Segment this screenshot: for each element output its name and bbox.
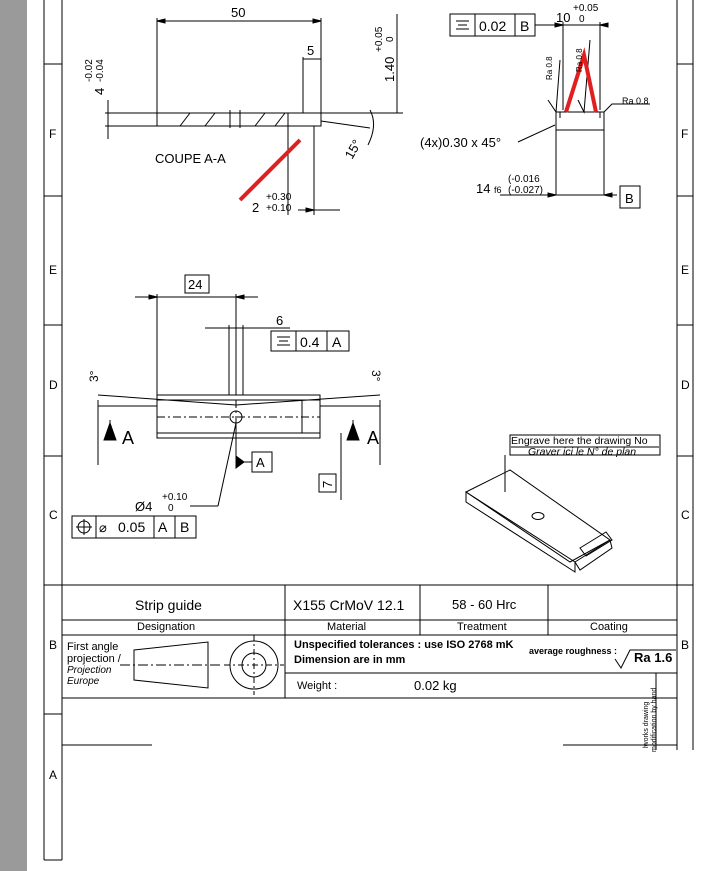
angle-3-left: 3° xyxy=(87,370,101,382)
section-a-right: A xyxy=(367,428,380,448)
zone-label-c-left: C xyxy=(49,508,58,522)
angle-15-label: 15° xyxy=(341,136,365,162)
dim-4-label: 4 xyxy=(92,87,107,95)
dim-2-tol-lower: +0.10 xyxy=(266,203,292,214)
treatment-value: 58 - 60 Hrc xyxy=(452,597,517,612)
symmetry-datum: A xyxy=(332,334,342,350)
drawing-canvas xyxy=(27,0,711,871)
ra-left-label: Ra 0.8 xyxy=(545,56,554,80)
ra-mid-label: Ra 0.8 xyxy=(575,48,584,72)
dimensions-unit-note: Dimension are in mm xyxy=(294,654,406,666)
dim-10-tol-upper: +0.05 xyxy=(573,3,599,14)
coating-label: Coating xyxy=(590,621,628,633)
dim-10-label: 10 xyxy=(556,10,571,25)
flatness-value: 0.02 xyxy=(479,18,507,34)
hole-dia-label: Ø4 xyxy=(135,499,153,514)
dim-50-label: 50 xyxy=(231,5,246,20)
material-label: Material xyxy=(327,621,367,633)
position-datum-2: B xyxy=(180,519,190,535)
dim-140-label: 1.40 xyxy=(382,56,397,82)
dim-7-label: 7 xyxy=(320,480,335,488)
plan-view xyxy=(72,275,380,538)
zone-label-e-right: E xyxy=(681,263,690,277)
chamfer-label: (4x)0.30 x 45° xyxy=(420,135,502,150)
engrave-line-1: Engrave here the drawing No xyxy=(511,435,648,447)
section-title: COUPE A-A xyxy=(155,151,226,166)
section-a-left: A xyxy=(122,428,135,448)
zone-label-b-left: B xyxy=(49,638,58,652)
roughness-value: Ra 1.6 xyxy=(634,650,673,665)
designation-value: Strip guide xyxy=(135,597,202,613)
side-note-1: lworks drawing xyxy=(643,701,650,748)
dim-14-fit: f6 xyxy=(494,185,502,195)
weight-value: 0.02 kg xyxy=(414,678,457,693)
projection-line-1: First angle xyxy=(67,641,119,653)
designation-label: Designation xyxy=(137,621,196,633)
dim-14-label: 14 xyxy=(476,181,491,196)
dim-24-label: 24 xyxy=(188,277,203,292)
side-view xyxy=(450,14,650,208)
treatment-label: Treatment xyxy=(457,621,507,633)
zone-label-d-right: D xyxy=(681,378,690,392)
side-note-2: modification by hand xyxy=(651,687,658,752)
position-value: 0.05 xyxy=(118,519,146,535)
zone-label-e-left: E xyxy=(49,263,58,277)
zone-label-f-right: F xyxy=(681,127,689,141)
projection-line-2: projection / xyxy=(67,653,121,665)
hole-tol-upper: +0.10 xyxy=(162,492,188,503)
dim-140-tol-lower: 0 xyxy=(385,36,396,42)
dim-6-label: 6 xyxy=(276,313,284,328)
dim-4-tol-lower: -0.04 xyxy=(95,59,106,82)
dim-2-tol-upper: +0.30 xyxy=(266,192,292,203)
engrave-line-2: Graver ici le N° de plan xyxy=(528,446,637,458)
zone-label-c-right: C xyxy=(681,508,690,522)
roughness-label: average roughness : xyxy=(529,646,618,656)
weight-label: Weight : xyxy=(297,680,338,692)
angle-3-right: 3° xyxy=(369,370,383,382)
dim-14-tol-upper: (-0.016 xyxy=(508,174,540,185)
zone-label-f-left: F xyxy=(49,127,57,141)
zone-label-a-left: A xyxy=(49,768,58,782)
symmetry-value: 0.4 xyxy=(300,334,320,350)
projection-line-4: Europe xyxy=(67,676,100,687)
position-datum-1: A xyxy=(158,519,168,535)
dim-10-tol-lower: 0 xyxy=(579,14,585,25)
left-gray-margin xyxy=(0,0,27,871)
dim-5-label: 5 xyxy=(307,43,315,58)
datum-b-label: B xyxy=(625,191,634,206)
tolerances-note: Unspecified tolerances : use ISO 2768 mK xyxy=(294,639,514,651)
hole-tol-lower: 0 xyxy=(168,503,174,514)
dim-140-tol-upper: +0.05 xyxy=(374,26,385,52)
zone-label-b-right: B xyxy=(681,638,690,652)
datum-a-label: A xyxy=(256,455,265,470)
position-diameter: ⌀ xyxy=(99,520,107,535)
drawing-sheet xyxy=(27,0,711,871)
material-value: X155 CrMoV 12.1 xyxy=(293,597,405,613)
zone-label-d-left: D xyxy=(49,378,58,392)
red-pen-mark xyxy=(240,140,300,200)
dim-2-label: 2 xyxy=(252,200,260,215)
dim-4-tol-upper: -0.02 xyxy=(84,59,95,82)
projection-line-3: Projection xyxy=(67,665,112,676)
dim-14-tol-lower: (-0.027) xyxy=(508,185,544,196)
ra-right-label: Ra 0.8 xyxy=(622,96,649,106)
flatness-datum: B xyxy=(520,18,530,34)
